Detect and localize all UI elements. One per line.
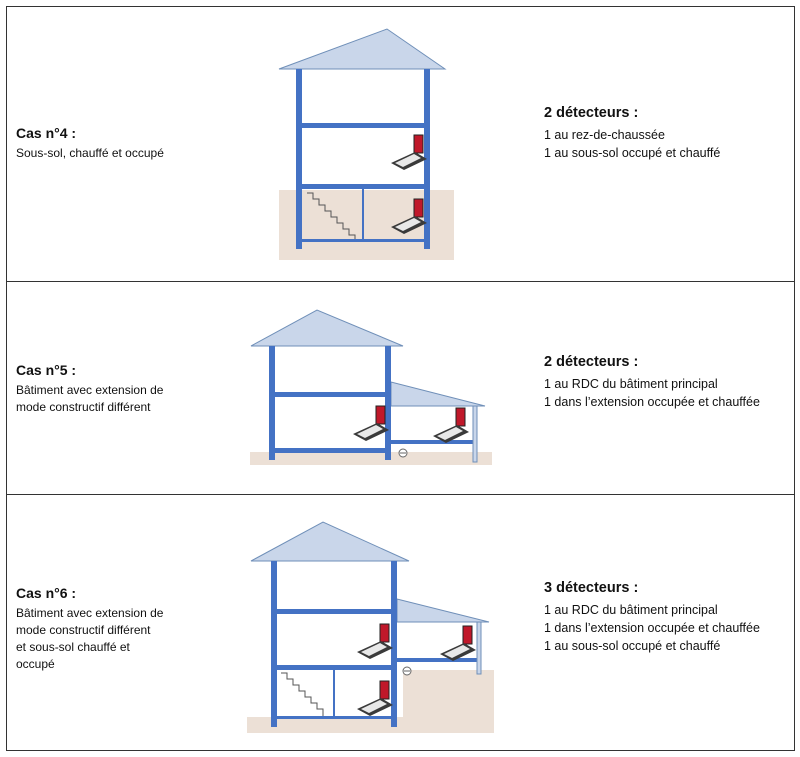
detectors-title: 3 détecteurs :	[544, 580, 639, 596]
ground	[250, 452, 492, 465]
wall-right	[385, 346, 391, 460]
wall-right	[391, 561, 397, 727]
wall-left	[269, 346, 275, 460]
detector-line: 1 dans l’extension occupée et chauffée	[544, 621, 760, 635]
wall-partition	[362, 189, 364, 239]
roof	[251, 522, 409, 561]
case-description-line: Sous-sol, chauffé et occupé	[16, 146, 164, 160]
extension-post	[477, 622, 481, 674]
wall-left	[271, 561, 277, 727]
extension-floor	[397, 658, 477, 662]
smoke-detector-icon	[357, 681, 393, 716]
floor	[296, 123, 430, 128]
wall-partition	[333, 670, 335, 716]
case-title: Cas n°5 :	[16, 362, 77, 378]
extension-roof	[397, 599, 489, 622]
vent-icon	[403, 667, 411, 675]
case-description-line: Bâtiment avec extension de	[16, 383, 164, 397]
floor	[271, 609, 397, 614]
extension-roof	[391, 382, 485, 406]
ground	[403, 670, 494, 733]
smoke-detector-icon	[391, 135, 427, 170]
floor	[296, 184, 430, 189]
case-description-line: mode constructif différent	[16, 400, 151, 414]
case-row-6	[7, 495, 794, 750]
detector-line: 1 au RDC du bâtiment principal	[544, 603, 718, 617]
detectors-block	[544, 580, 760, 655]
detector-line: 1 dans l’extension occupée et chauffée	[544, 395, 760, 409]
extension-floor	[391, 440, 473, 444]
detector-line: 1 au RDC du bâtiment principal	[544, 377, 718, 391]
floor	[302, 239, 424, 242]
wall-left	[296, 69, 302, 249]
case-row-4	[7, 7, 794, 282]
smoke-detector-icon	[353, 406, 389, 441]
smoke-detector-icon	[440, 626, 476, 661]
detectors-title: 2 détecteurs :	[544, 105, 639, 121]
case-title: Cas n°4 :	[16, 125, 77, 141]
case-description-line: mode constructif différent	[16, 623, 151, 637]
floor	[269, 392, 391, 397]
detectors-block	[544, 105, 720, 162]
detectors-title: 2 détecteurs :	[544, 354, 639, 370]
detector-line: 1 au sous-sol occupé et chauffé	[544, 146, 721, 160]
smoke-detector-icon	[433, 408, 469, 443]
case-description-line: occupé	[16, 657, 55, 671]
floor	[271, 665, 397, 670]
case-description-line: et sous-sol chauffé et	[16, 640, 130, 654]
case-description-line: Bâtiment avec extension de	[16, 606, 164, 620]
case-row-5	[7, 282, 794, 495]
floor	[269, 448, 391, 453]
detectors-block	[544, 354, 760, 411]
roof	[251, 310, 403, 346]
case-title: Cas n°6 :	[16, 585, 77, 601]
detector-line: 1 au rez-de-chaussée	[544, 128, 665, 142]
cases-table	[6, 6, 795, 751]
roof	[279, 29, 445, 69]
floor	[277, 716, 391, 719]
smoke-detector-icon	[357, 624, 393, 659]
ground	[247, 717, 404, 733]
staircase	[281, 673, 323, 716]
detector-line: 1 au sous-sol occupé et chauffé	[544, 639, 721, 653]
extension-post	[473, 406, 477, 462]
vent-icon	[399, 449, 407, 457]
